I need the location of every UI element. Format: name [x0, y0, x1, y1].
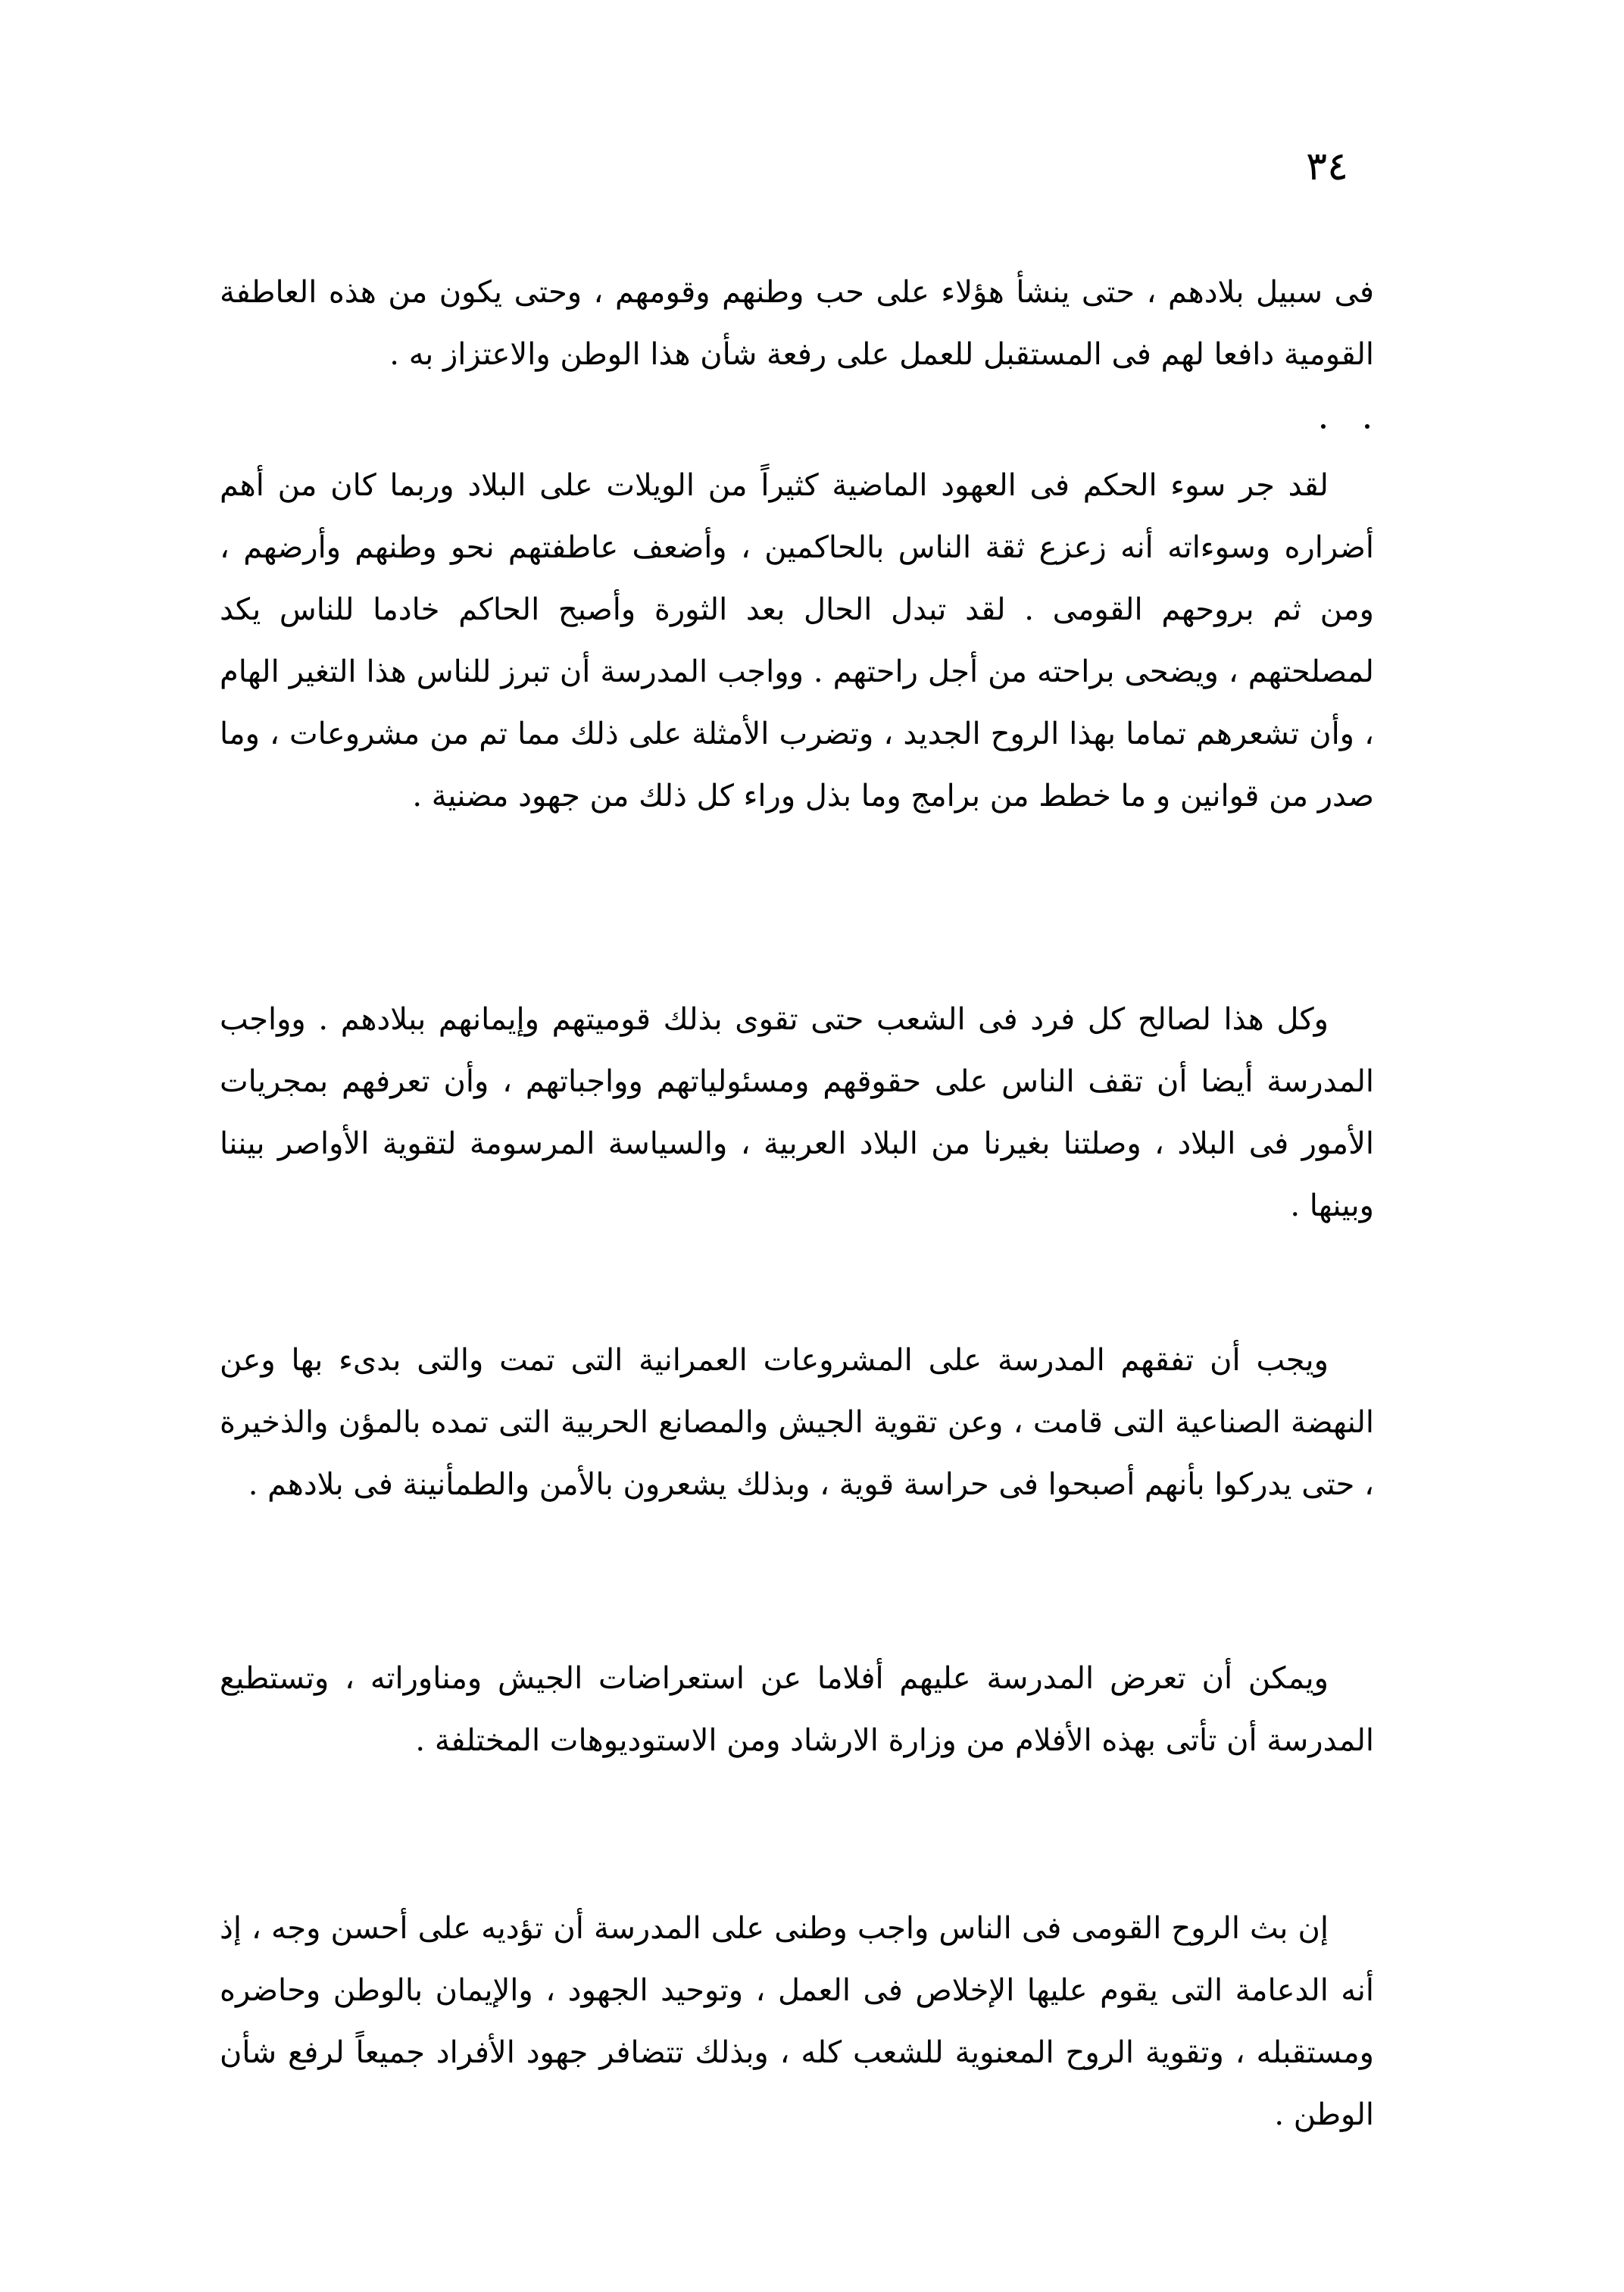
paragraph-6: إن بث الروح القومى فى الناس واجب وطنى على المدرسة أن تؤديه على أحسن وجه ، إذ أنه الدعامة التى يقوم عليها الإخلاص فى العمل ، وتوحيد الجهود ، والإيمان بالوطن وحاضره ومستقبله ، وتقوية الروح المعنوية للشعب كله ، وبذلك تتضافر جهود الأفراد جميعاً لرفع شأن الوطن . — [220, 1911, 1375, 2132]
scan-speck — [1321, 424, 1326, 429]
page-number: ٣٤ — [1306, 144, 1348, 189]
paragraph-5: ويمكن أن تعرض المدرسة عليهم أفلاما عن استعراضات الجيش ومناوراته ، وتستطيع المدرسة أن تأتى بهذه الأفلام من وزارة الارشاد ومن الاستوديوهات المختلفة . — [220, 1661, 1374, 1758]
paragraph-1: فى سبيل بلادهم ، حتى ينشأ هؤلاء على حب وطنهم وقومهم ، وحتى يكون من هذه العاطفة القومية دافعا لهم فى المستقبل للعمل على رفعة شأن هذا الوطن والاعتزاز به . — [220, 275, 1374, 372]
scan-speck — [1365, 424, 1369, 429]
paragraph-2: لقد جر سوء الحكم فى العهود الماضية كثيراً من الويلات على البلاد وربما كان من أهم أضراره وسوءاته أنه زعزع ثقة الناس بالحاكمين ، وأضعف عاطفتهم نحو وطنهم وأرضهم ، ومن ثم بروحهم القومى . لقد تبدل الحال بعد الثورة وأصبح الحاكم خادما للناس يكد لمصلحتهم ، ويضحى براحته من أجل راحتهم . وواجب المدرسة أن تبرز للناس هذا التغير الهام ، وأن تشعرهم تماما بهذا الروح الجديد ، وتضرب الأمثلة على ذلك مما تم من مشروعات ، وما صدر من قوانين و ما خطط من برامج وما بذل وراء كل ذلك من جهود مضنية . — [220, 468, 1374, 813]
paragraph-3: وكل هذا لصالح كل فرد فى الشعب حتى تقوى بذلك قوميتهم وإيمانهم ببلادهم . وواجب المدرسة أيضا أن تقف الناس على حقوقهم ومسئولياتهم وواجباتهم ، وأن تعرفهم بمجريات الأمور فى البلاد ، وصلتنا بغيرنا من البلاد العربية ، والسياسة المرسومة لتقوية الأواصر بيننا وبينها . — [220, 1002, 1374, 1223]
paragraph-4: ويجب أن تفقهم المدرسة على المشروعات العمرانية التى تمت والتى بدىء بها وعن النهضة الصناعية التى قامت ، وعن تقوية الجيش والمصانع الحربية التى تمده بالمؤن والذخيرة ، حتى يدركوا بأنهم أصبحوا فى حراسة قوية ، وبذلك يشعرون بالأمن والطمأنينة فى بلادهم . — [220, 1343, 1374, 1502]
